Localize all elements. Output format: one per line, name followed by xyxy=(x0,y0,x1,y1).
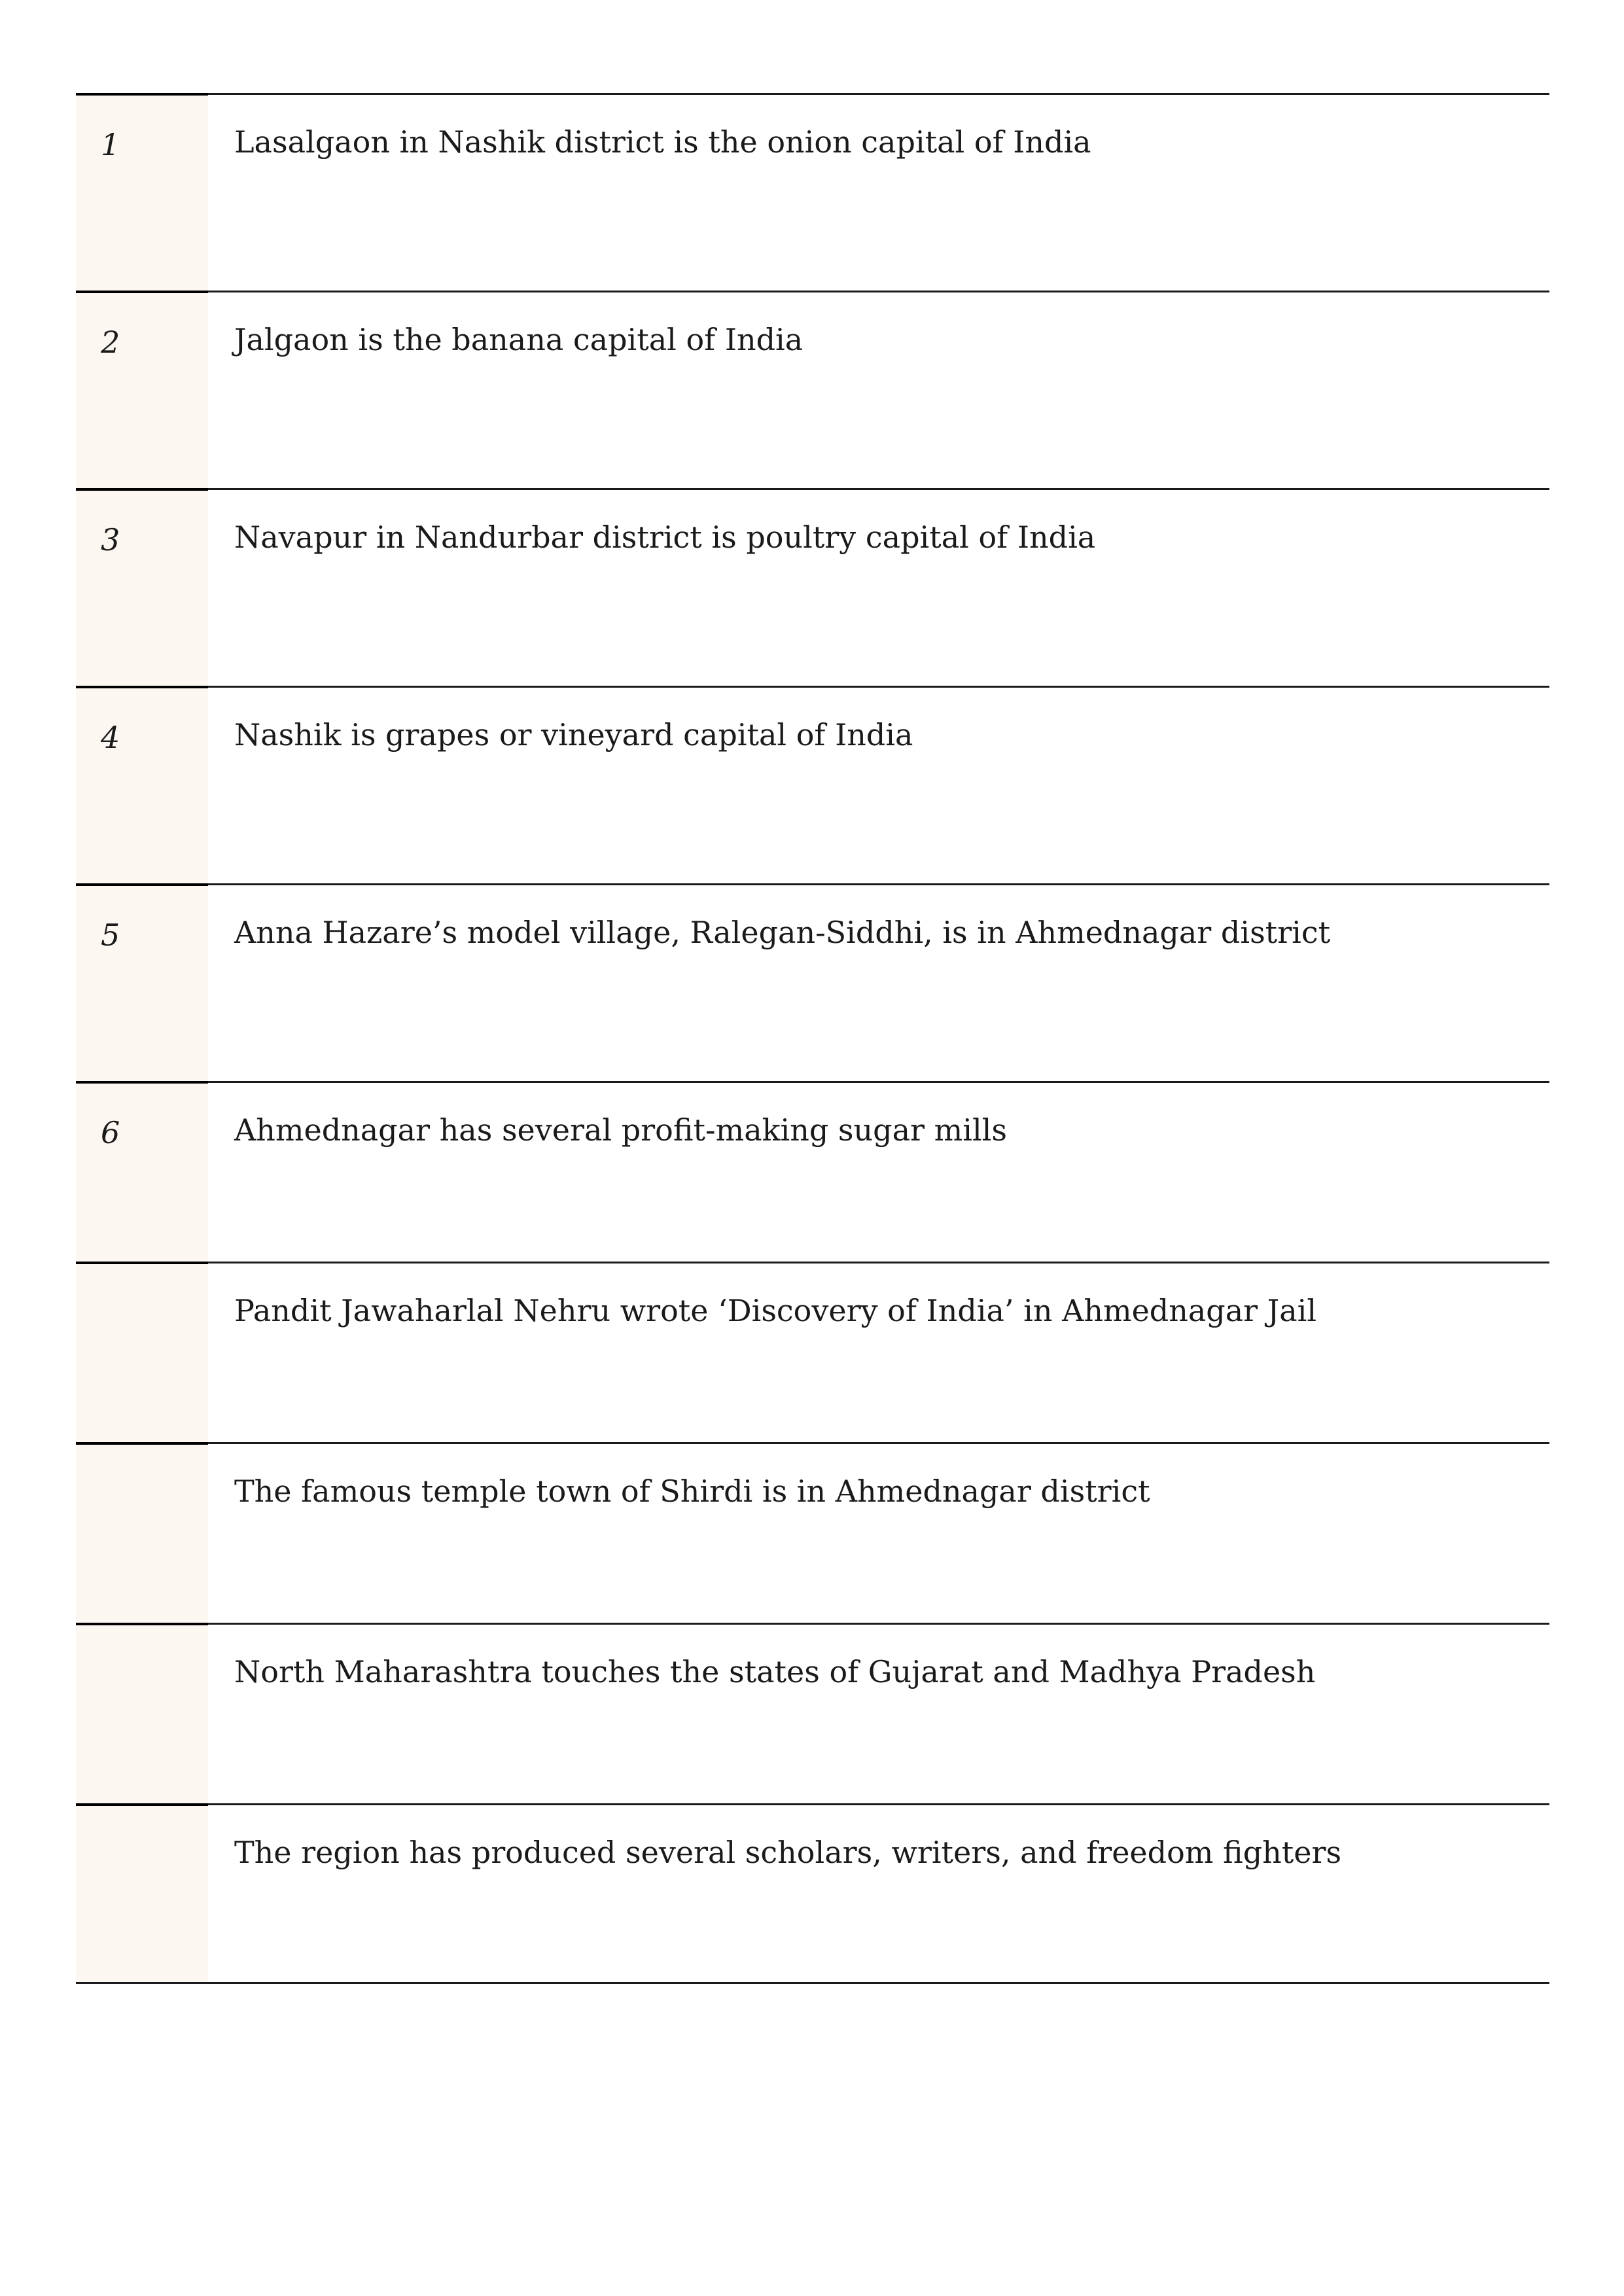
row-text: Navapur in Nandurbar district is poultry capital of India xyxy=(234,520,1096,555)
row-text: Nashik is grapes or vineyard capital of India xyxy=(234,717,913,752)
row-number xyxy=(76,1442,208,1623)
table-row xyxy=(76,1803,1549,1984)
row-number: 3 xyxy=(76,488,208,686)
table-row xyxy=(76,488,1549,686)
row-number: 1 xyxy=(76,93,208,291)
table-row xyxy=(76,1081,1549,1262)
table-row xyxy=(76,686,1549,883)
row-number: 5 xyxy=(76,883,208,1081)
row-text: The region has produced several scholars, writers, and freedom fighters xyxy=(234,1835,1342,1870)
row-text: North Maharashtra touches the states of Gujarat and Madhya Pradesh xyxy=(234,1654,1316,1689)
row-text: Anna Hazare’s model village, Ralegan-Siddhi, is in Ahmednagar district xyxy=(234,915,1331,950)
row-number: 2 xyxy=(76,291,208,488)
row-number: 4 xyxy=(76,686,208,883)
row-number xyxy=(76,1623,208,1803)
table-row xyxy=(76,93,1549,291)
table-row xyxy=(76,883,1549,1081)
row-text: Lasalgaon in Nashik district is the onion capital of India xyxy=(234,124,1091,160)
facts-table xyxy=(76,93,1549,1984)
row-text: Ahmednagar has several profit-making sugar mills xyxy=(234,1112,1007,1148)
row-text: The famous temple town of Shirdi is in Ahmednagar district xyxy=(234,1474,1150,1509)
table-row xyxy=(76,1442,1549,1623)
row-number: 6 xyxy=(76,1081,208,1262)
table-row xyxy=(76,291,1549,488)
table-row xyxy=(76,1623,1549,1803)
row-text: Pandit Jawaharlal Nehru wrote ‘Discovery of India’ in Ahmednagar Jail xyxy=(234,1293,1317,1328)
row-text: Jalgaon is the banana capital of India xyxy=(234,322,803,357)
table-row xyxy=(76,1262,1549,1442)
row-number xyxy=(76,1262,208,1442)
row-number xyxy=(76,1803,208,1982)
